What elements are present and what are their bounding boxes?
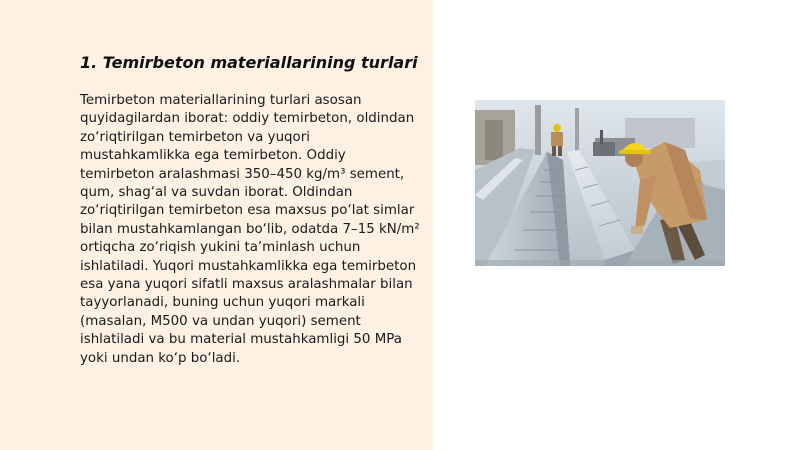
slide-body-text: Temirbeton materiallarining turlari asosan quyidagilardan iborat: oddiy temirbeton, oldindan zo‘riqtirilgan temirbeton va yuqori mustahkamlikka ega temirbeton. Oddiy temirbeton aralashmasi 350–450 kg/m³ sement, qum, shag‘al va suvdan iborat. Oldindan zo‘riqtirilgan temirbeton esa maxsus po‘lat simlar bilan mustahkamlangan bo‘lib, odatda 7–15 kN/m² ortiqcha zo‘riqish yukini ta’minlash uchun ishlatiladi. Yuqori mustahkamlikka ega temirbeton esa yana yuqori sifatli maxsus aralashmalar bilan tayyorlanadi, buning uchun yuqori markali (masalan, M500 va undan yuqori) sement ishlatiladi va bu material mustahkamligi 50 MPa yoki undan ko‘p bo‘ladi. [80, 93, 420, 366]
photo-illustration [475, 100, 725, 266]
photo-workers-concrete-beams [475, 100, 725, 266]
slide-title: 1. Temirbeton materiallarining turlari [80, 53, 418, 72]
